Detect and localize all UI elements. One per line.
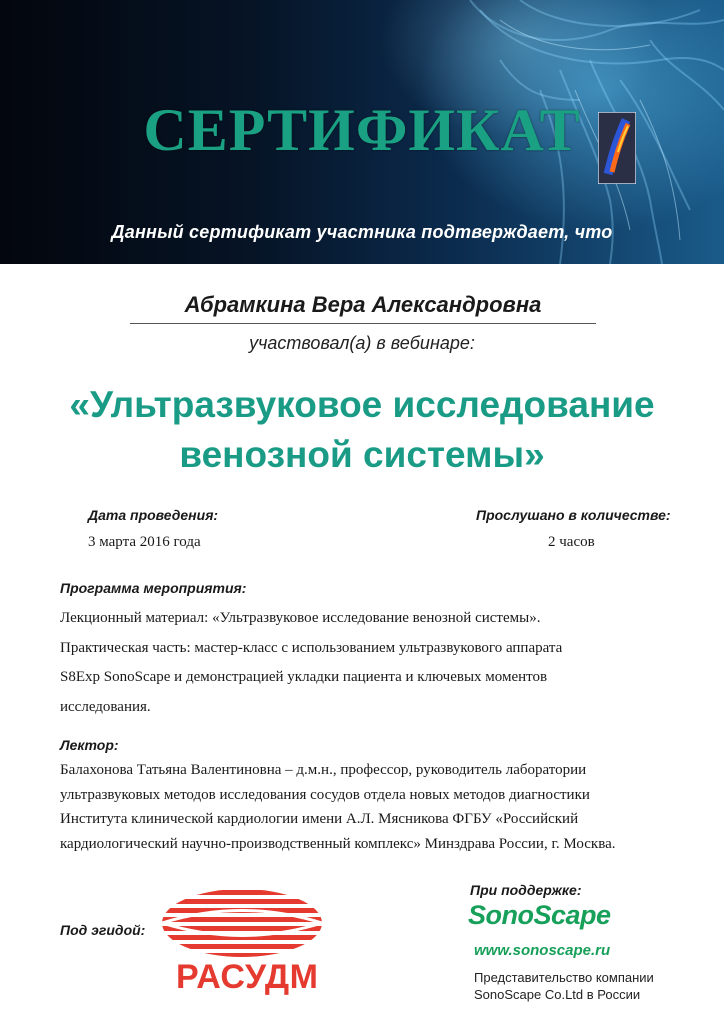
support-label: При поддержке:	[470, 882, 582, 898]
program-line: Практическая часть: мастер-класс с использованием ультразвукового аппарата	[60, 639, 563, 656]
program-label: Программа мероприятия:	[60, 580, 247, 596]
date-value: 3 марта 2016 года	[88, 534, 201, 550]
program-line: S8Exp SonoScape и демонстрацией укладки пациента и ключевых моментов	[60, 669, 548, 685]
participated-text: участвовал(а) в вебинаре:	[249, 333, 475, 353]
name-underline	[130, 323, 596, 324]
header-banner	[0, 0, 724, 264]
lector-text	[60, 758, 710, 856]
webinar-title-line-1: «Ультразвуковое исследование	[69, 384, 655, 425]
doppler-image-icon	[598, 112, 636, 184]
certificate-subtitle: Данный сертификат участника подтверждает, что	[111, 222, 613, 242]
sponsor-rep-line-1: Представительство компании	[474, 970, 654, 985]
hours-label: Прослушано в количестве:	[476, 507, 671, 523]
lector-label: Лектор:	[60, 737, 119, 753]
lector-line: кардиологический научно-производственный комплекс» Минздрава России, г. Москва.	[60, 835, 616, 852]
sonoscape-logo: SonoScape	[468, 900, 611, 930]
rasudm-globe-logo	[160, 888, 324, 958]
rasudm-name: РАСУДМ	[176, 958, 319, 996]
webinar-title-line-2: венозной системы»	[179, 434, 545, 475]
sponsor-rep-line-2: SonoScape Co.Ltd в России	[474, 987, 641, 1002]
sonoscape-url[interactable]: www.sonoscape.ru	[474, 942, 611, 959]
participant-name: Абрамкина Вера Александровна	[184, 292, 542, 317]
aegis-label: Под эгидой:	[60, 922, 146, 938]
date-label: Дата проведения:	[88, 507, 219, 523]
lector-line: Института клинической кардиологии имени А.Л. Мясникова ФГБУ «Российский	[60, 811, 579, 827]
lector-line: Балахонова Татьяна Валентиновна – д.м.н., профессор, руководитель лаборатории	[60, 762, 587, 778]
lector-line: ультразвуковых методов исследования сосудов отдела новых методов диагностики	[60, 786, 590, 803]
program-line: Лекционный материал: «Ультразвуковое исследование венозной системы».	[60, 610, 541, 626]
program-text	[60, 604, 700, 722]
certificate-title: СЕРТИФИКАТ	[143, 97, 581, 163]
program-line: исследования.	[60, 698, 151, 715]
hours-value: 2 часов	[548, 534, 595, 550]
webinar-title	[0, 380, 724, 480]
